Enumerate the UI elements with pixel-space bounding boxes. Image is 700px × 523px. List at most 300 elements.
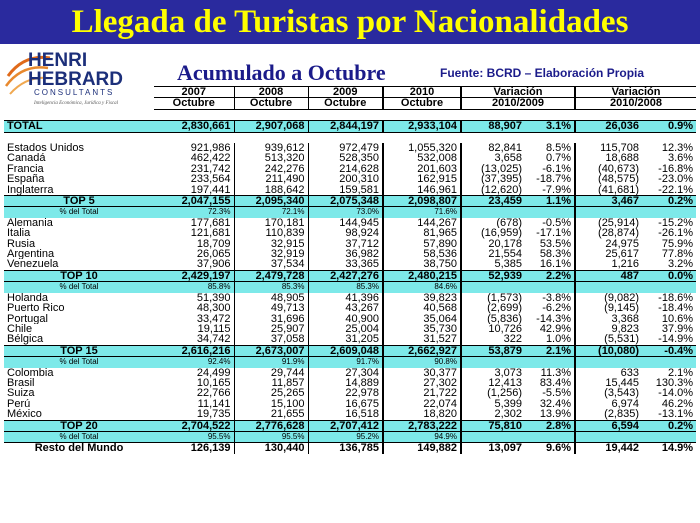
cell-value: 13,097 xyxy=(461,443,525,454)
cell-value: 19,115 xyxy=(197,323,231,335)
cell-value: (40,673) xyxy=(575,164,642,174)
cell-value: 21,722 xyxy=(383,388,461,398)
cell-value: 51,390 xyxy=(196,292,231,304)
row-label: % del Total xyxy=(4,431,154,442)
cell-value: 2.2% xyxy=(525,270,575,281)
row-label: % del Total xyxy=(4,357,154,368)
cell-value: 513,320 xyxy=(234,153,308,163)
cell-value: 72.1% xyxy=(234,207,308,218)
cell-value: 144,267 xyxy=(383,218,461,228)
cell-value: 2,776,628 xyxy=(234,420,308,431)
cell-value: (48,575) xyxy=(575,174,642,184)
percent-row xyxy=(4,282,696,293)
cell-value: (12,620) xyxy=(461,185,525,196)
cell-value: 939,612 xyxy=(234,143,308,153)
cell-value: 242,276 xyxy=(234,164,308,174)
cell-value: (3,543) xyxy=(575,388,642,398)
cell-value: 3,467 xyxy=(575,196,642,207)
cell-value: 33,472 xyxy=(196,313,231,324)
header-month: Octubre xyxy=(154,98,234,109)
country-row xyxy=(4,368,696,378)
percent-row xyxy=(4,431,696,442)
cell-value: 58,536 xyxy=(383,249,461,259)
cell-value: 37,534 xyxy=(234,259,308,270)
row-label: Perú xyxy=(7,398,31,410)
cell-value: 21,655 xyxy=(234,409,308,420)
cell-value: -14.9% xyxy=(658,334,694,346)
cell-value: 25,004 xyxy=(308,324,383,334)
row-label: TOP 10 xyxy=(4,270,154,281)
cell-value: 88,907 xyxy=(461,121,525,132)
cell-value: 91.7% xyxy=(308,357,383,368)
cell-value: 19,442 xyxy=(575,443,642,454)
row-label: Colombia xyxy=(7,367,54,378)
cell-value: 2,047,155 xyxy=(154,196,234,207)
country-row xyxy=(4,218,696,228)
cell-value xyxy=(642,431,696,442)
cell-value: 38,750 xyxy=(383,259,461,270)
cell-value: 92.4% xyxy=(154,357,234,368)
cell-value: 18,688 xyxy=(575,153,642,163)
cell-value: -26.1% xyxy=(658,228,694,239)
cell-value: 170,181 xyxy=(234,218,308,228)
cell-value: 18,820 xyxy=(383,409,461,420)
cell-value: 177,681 xyxy=(190,217,231,229)
cell-value: 2,707,412 xyxy=(308,420,383,431)
cell-value: 2,844,197 xyxy=(308,121,383,132)
cell-value: -18.7% xyxy=(536,174,572,185)
cell-value: 11,857 xyxy=(234,378,308,388)
cell-value: -23.0% xyxy=(658,174,694,185)
cell-value: 532,008 xyxy=(383,153,461,163)
row-label: Italia xyxy=(7,228,31,239)
cell-value: 15,445 xyxy=(575,378,642,388)
row-label: TOP 20 xyxy=(4,420,154,431)
subtotal-row xyxy=(4,420,696,431)
row-label: TOTAL xyxy=(4,121,154,132)
cell-value: 200,310 xyxy=(308,174,383,184)
cell-value: 30,377 xyxy=(383,368,461,378)
country-row xyxy=(4,249,696,259)
logo-name-line2: HEBRARD xyxy=(28,69,123,90)
logo-caption: Inteligencia Económica, Jurídica y Fiscal xyxy=(34,101,119,106)
row-label: Chile xyxy=(7,323,33,335)
cell-value: 146,961 xyxy=(383,185,461,196)
cell-value: 2,075,348 xyxy=(308,196,383,207)
cell-value: 34,742 xyxy=(196,334,231,346)
cell-value: 33,365 xyxy=(308,259,383,270)
cell-value xyxy=(525,282,575,293)
cell-value: (13,025) xyxy=(461,164,525,174)
cell-value: 3.1% xyxy=(525,121,575,132)
cell-value: 921,986 xyxy=(190,143,231,154)
cell-value: 10,726 xyxy=(461,324,525,334)
cell-value: 40,900 xyxy=(308,314,383,324)
cell-value: -14.3% xyxy=(536,313,572,324)
subtotal-row xyxy=(4,345,696,356)
cell-value: 2,616,216 xyxy=(154,345,234,356)
cell-value: 3,073 xyxy=(461,368,525,378)
cell-value: 26,065 xyxy=(196,249,231,260)
cell-value: 3,658 xyxy=(461,153,525,163)
cell-value: -18.4% xyxy=(658,303,694,314)
header-year-2010: 2010 xyxy=(383,87,461,98)
country-row xyxy=(4,143,696,153)
cell-value: -6.1% xyxy=(542,163,572,175)
cell-value: 462,422 xyxy=(190,153,231,164)
cell-value: 1,055,320 xyxy=(383,143,461,153)
country-row xyxy=(4,259,696,270)
cell-value: (9,082) xyxy=(575,293,642,303)
cell-value: 32,915 xyxy=(234,239,308,249)
cell-value: 197,441 xyxy=(190,184,231,196)
header-year-2008: 2008 xyxy=(234,87,308,98)
cell-value: 49,713 xyxy=(234,303,308,313)
cell-value: 53,879 xyxy=(461,345,525,356)
tourism-table xyxy=(4,86,696,454)
row-label: Venezuela xyxy=(7,259,59,271)
cell-value: 1.1% xyxy=(525,196,575,207)
cell-value: (41,681) xyxy=(575,185,642,196)
header-year-2009: 2009 xyxy=(308,87,383,98)
cell-value: 23,459 xyxy=(461,196,525,207)
row-label: Canadá xyxy=(7,153,46,164)
subtotal-row xyxy=(4,270,696,281)
cell-value: 21,554 xyxy=(461,249,525,259)
cell-value: 75.9% xyxy=(661,238,694,250)
row-label: % del Total xyxy=(4,207,154,218)
cell-value: 10.6% xyxy=(661,313,694,324)
cell-value: -7.9% xyxy=(542,184,572,196)
cell-value: -0.5% xyxy=(542,217,572,229)
cell-value: 82,841 xyxy=(461,143,525,153)
cell-value: 95.5% xyxy=(154,431,234,442)
row-label: % del Total xyxy=(4,282,154,293)
country-row xyxy=(4,293,696,303)
cell-value: 31,527 xyxy=(383,334,461,345)
cell-value: 81,965 xyxy=(383,228,461,238)
cell-value: 41,396 xyxy=(308,293,383,303)
cell-value: 121,681 xyxy=(190,228,231,239)
row-label: Rusia xyxy=(7,238,36,250)
cell-value: 25,265 xyxy=(234,388,308,398)
row-label: Brasil xyxy=(7,377,35,389)
country-row xyxy=(4,303,696,313)
cell-value: 32.4% xyxy=(539,398,572,410)
cell-value: 71.6% xyxy=(383,207,461,218)
cell-value xyxy=(461,431,525,442)
cell-value: -6.2% xyxy=(542,303,572,314)
country-row xyxy=(4,378,696,388)
cell-value: 22,978 xyxy=(308,388,383,398)
cell-value: -18.6% xyxy=(658,292,694,304)
row-label: Francia xyxy=(7,163,44,175)
cell-value: 3.6% xyxy=(667,153,694,164)
cell-value: 91.9% xyxy=(234,357,308,368)
cell-value: 201,603 xyxy=(383,164,461,174)
cell-value: 85.3% xyxy=(308,282,383,293)
header-var2-period: 2010/2008 xyxy=(575,98,696,109)
cell-value: 26,036 xyxy=(575,121,642,132)
cell-value: 0.2% xyxy=(642,196,696,207)
cell-value: (16,959) xyxy=(461,228,525,238)
header-row-years xyxy=(4,87,696,98)
country-row xyxy=(4,164,696,174)
cell-value: 46.2% xyxy=(661,398,694,410)
cell-value: 98,924 xyxy=(308,228,383,238)
row-label: Suiza xyxy=(7,388,35,399)
cell-value: 36,982 xyxy=(308,249,383,259)
country-row xyxy=(4,185,696,196)
header-month: Octubre xyxy=(383,98,461,109)
cell-value: 2.1% xyxy=(667,367,694,378)
country-row xyxy=(4,228,696,238)
cell-value: 2,302 xyxy=(461,409,525,420)
cell-value: 83.4% xyxy=(539,377,572,389)
cell-value: 22,766 xyxy=(196,388,231,399)
cell-value: 136,785 xyxy=(308,443,383,454)
row-label: México xyxy=(7,409,42,421)
cell-value: -3.8% xyxy=(542,292,572,304)
cell-value: -13.1% xyxy=(658,409,694,421)
country-row xyxy=(4,324,696,334)
cell-value: 24,975 xyxy=(575,239,642,249)
cell-value: 2,704,522 xyxy=(154,420,234,431)
total-row xyxy=(4,121,696,132)
cell-value: 35,730 xyxy=(383,324,461,334)
cell-value: 972,479 xyxy=(308,143,383,153)
row-label: TOP 15 xyxy=(4,345,154,356)
cell-value: 2,830,661 xyxy=(154,121,234,132)
cell-value: 27,302 xyxy=(383,378,461,388)
cell-value xyxy=(525,207,575,218)
cell-value: 12.3% xyxy=(661,143,694,154)
cell-value xyxy=(642,207,696,218)
cell-value: 94.9% xyxy=(383,431,461,442)
cell-value: -17.1% xyxy=(536,228,572,239)
cell-value: -14.0% xyxy=(658,388,694,399)
country-row xyxy=(4,334,696,345)
cell-value: 2,480,215 xyxy=(383,270,461,281)
row-label: Argentina xyxy=(7,249,55,260)
cell-value: 322 xyxy=(461,334,525,345)
cell-value: 12,413 xyxy=(461,378,525,388)
subtotal-row xyxy=(4,196,696,207)
cell-value: 90.8% xyxy=(383,357,461,368)
cell-value: 43,267 xyxy=(308,303,383,313)
cell-value: 11,141 xyxy=(197,398,231,410)
cell-value xyxy=(642,282,696,293)
cell-value: 2,429,197 xyxy=(154,270,234,281)
header-var-2010-2009: Variación xyxy=(461,87,575,98)
cell-value: 25,907 xyxy=(234,324,308,334)
cell-value: 53.5% xyxy=(539,238,572,250)
cell-value: (2,699) xyxy=(461,303,525,313)
cell-value: 8.5% xyxy=(545,143,572,154)
cell-value: 149,882 xyxy=(383,443,461,454)
cell-value: 162,915 xyxy=(383,174,461,184)
cell-value: 2.1% xyxy=(525,345,575,356)
cell-value: 72.3% xyxy=(154,207,234,218)
cell-value: 130,440 xyxy=(234,443,308,454)
cell-value: 110,839 xyxy=(234,228,308,238)
cell-value: 16,675 xyxy=(308,399,383,409)
cell-value: 57,890 xyxy=(383,239,461,249)
cell-value: 40,568 xyxy=(383,303,461,313)
cell-value: (37,395) xyxy=(461,174,525,184)
cell-value: 2.8% xyxy=(525,420,575,431)
cell-value: 2,095,340 xyxy=(234,196,308,207)
cell-value: 31,205 xyxy=(308,334,383,345)
cell-value: 85.3% xyxy=(234,282,308,293)
cell-value: 37,906 xyxy=(196,259,231,271)
row-label: TOP 5 xyxy=(4,196,154,207)
cell-value: (678) xyxy=(461,218,525,228)
cell-value: 0.2% xyxy=(642,420,696,431)
cell-value: 3,368 xyxy=(575,314,642,324)
cell-value: (1,256) xyxy=(461,388,525,398)
header-var1-period: 2010/2009 xyxy=(461,98,575,109)
header-var-2010-2008: Variación xyxy=(575,87,696,98)
cell-value: 85.8% xyxy=(154,282,234,293)
cell-value: (5,836) xyxy=(461,314,525,324)
country-row xyxy=(4,388,696,398)
cell-value: 1.0% xyxy=(545,334,572,346)
cell-value: (1,573) xyxy=(461,293,525,303)
cell-value: 48,300 xyxy=(196,303,231,314)
cell-value: -0.4% xyxy=(642,345,696,356)
cell-value: (5,531) xyxy=(575,334,642,345)
cell-value: 2,673,007 xyxy=(234,345,308,356)
source-note: Fuente: BCRD – Elaboración Propia xyxy=(440,66,645,80)
cell-value: 231,742 xyxy=(190,163,231,175)
percent-row xyxy=(4,207,696,218)
cell-value: 2,907,068 xyxy=(234,121,308,132)
cell-value: 130.3% xyxy=(655,377,694,389)
country-row xyxy=(4,239,696,249)
cell-value: 37.9% xyxy=(661,323,694,335)
cell-value: (25,914) xyxy=(575,218,642,228)
cell-value: 16,518 xyxy=(308,409,383,420)
cell-value: 528,350 xyxy=(308,153,383,163)
logo-tagline: CONSULTANTS xyxy=(34,88,115,97)
cell-value: 37,058 xyxy=(234,334,308,345)
cell-value xyxy=(575,431,642,442)
cell-value: 19,735 xyxy=(196,409,231,421)
country-row xyxy=(4,409,696,420)
cell-value xyxy=(525,357,575,368)
country-row xyxy=(4,174,696,184)
cell-value: 95.2% xyxy=(308,431,383,442)
row-label: Bélgica xyxy=(7,334,44,346)
cell-value: 31,696 xyxy=(234,314,308,324)
cell-value: (28,874) xyxy=(575,228,642,238)
cell-value: 14.9% xyxy=(642,443,696,454)
cell-value: 48,905 xyxy=(234,293,308,303)
cell-value: 0.9% xyxy=(642,121,696,132)
cell-value: 115,708 xyxy=(575,143,642,153)
percent-row xyxy=(4,357,696,368)
cell-value: 75,810 xyxy=(461,420,525,431)
cell-value xyxy=(575,282,642,293)
cell-value: 6,974 xyxy=(575,399,642,409)
cell-value: 159,581 xyxy=(308,185,383,196)
subtitle: Acumulado a Octubre xyxy=(177,60,386,85)
cell-value: 2,479,728 xyxy=(234,270,308,281)
header-year-2007: 2007 xyxy=(154,87,234,98)
cell-value: 95.5% xyxy=(234,431,308,442)
cell-value: 20,178 xyxy=(461,239,525,249)
cell-value: 1,216 xyxy=(575,259,642,270)
cell-value: 52,939 xyxy=(461,270,525,281)
cell-value: 126,139 xyxy=(154,443,234,454)
cell-value: 633 xyxy=(575,368,642,378)
cell-value: (10,080) xyxy=(575,345,642,356)
cell-value: 25,617 xyxy=(575,249,642,259)
cell-value: (9,145) xyxy=(575,303,642,313)
row-label: Alemania xyxy=(7,217,53,229)
cell-value: 2,783,222 xyxy=(383,420,461,431)
cell-value xyxy=(575,357,642,368)
cell-value: 13.9% xyxy=(539,409,572,421)
row-label: Portugal xyxy=(7,313,48,324)
cell-value: 32,919 xyxy=(234,249,308,259)
cell-value: 0.7% xyxy=(545,153,572,164)
cell-value: 15,100 xyxy=(234,399,308,409)
cell-value: -16.8% xyxy=(658,163,694,175)
rest-row xyxy=(4,443,696,454)
cell-value: 2,427,276 xyxy=(308,270,383,281)
cell-value: (2,835) xyxy=(575,409,642,420)
cell-value: 9,823 xyxy=(575,324,642,334)
row-label: Resto del Mundo xyxy=(4,443,154,454)
cell-value: 22,074 xyxy=(383,399,461,409)
row-label: Estados Unidos xyxy=(7,143,85,154)
cell-value: 11.3% xyxy=(540,367,572,378)
cell-value xyxy=(642,357,696,368)
cell-value: 144,945 xyxy=(308,218,383,228)
cell-value: 16.1% xyxy=(539,259,572,271)
row-label: Puerto Rico xyxy=(7,303,65,314)
cell-value: 487 xyxy=(575,270,642,281)
cell-value: 24,499 xyxy=(196,367,231,378)
page-title: Llegada de Turistas por Nacionalidades xyxy=(71,4,629,40)
row-label: España xyxy=(7,174,45,185)
cell-value: 2,933,104 xyxy=(383,121,461,132)
country-row xyxy=(4,314,696,324)
cell-value: 188,642 xyxy=(234,185,308,196)
row-label: Holanda xyxy=(7,292,48,304)
cell-value: 5,399 xyxy=(461,399,525,409)
cell-value: 84.6% xyxy=(383,282,461,293)
cell-value: -15.2% xyxy=(658,217,694,229)
cell-value: 18,709 xyxy=(196,238,231,250)
cell-value: 2,662,927 xyxy=(383,345,461,356)
cell-value: 233,564 xyxy=(190,174,231,185)
cell-value: 35,064 xyxy=(383,314,461,324)
cell-value: 37,712 xyxy=(308,239,383,249)
cell-value: -5.5% xyxy=(542,388,572,399)
cell-value: 211,490 xyxy=(234,174,308,184)
cell-value xyxy=(461,282,525,293)
cell-value: 3.2% xyxy=(667,259,694,271)
cell-value xyxy=(461,357,525,368)
cell-value: 214,628 xyxy=(308,164,383,174)
header-month: Octubre xyxy=(308,98,383,109)
cell-value: 10,165 xyxy=(196,377,231,389)
header-row-months xyxy=(4,98,696,109)
cell-value: 5,385 xyxy=(461,259,525,270)
